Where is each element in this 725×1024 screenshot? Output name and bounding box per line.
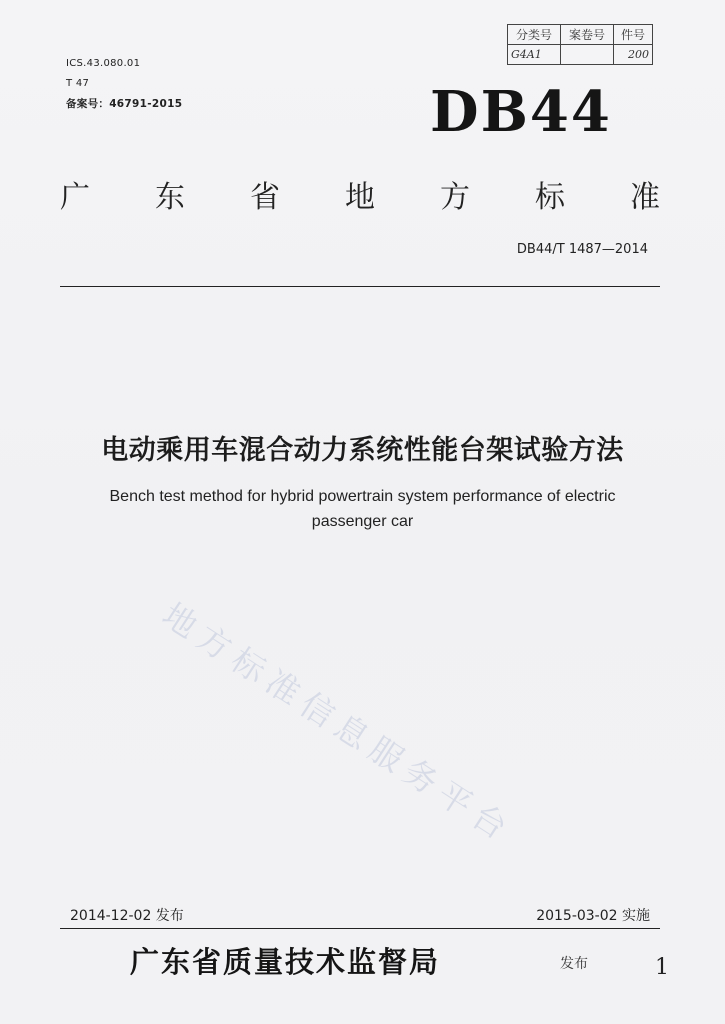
issue-label: 发布 <box>560 956 588 972</box>
archive-stamp <box>507 24 653 65</box>
standard-type-char: 标 <box>535 180 565 215</box>
title-chinese: 电动乘用车混合动力系统性能台架试验方法 <box>101 435 624 466</box>
title-english <box>60 484 665 534</box>
record-number: 备案号：46791-2015 <box>66 98 183 110</box>
title-english-line: passenger car <box>311 513 414 530</box>
stamp-header-item: 件号 <box>614 25 653 45</box>
page-number: 1 <box>655 955 669 980</box>
standard-type-char: 方 <box>440 180 470 215</box>
standard-type-char: 省 <box>250 180 280 215</box>
ics-code: ICS.43.080.01 <box>66 58 141 69</box>
class-code: T 47 <box>66 78 90 89</box>
watermark: 地方标准信息服务平台 <box>155 595 521 852</box>
standard-number: DB44/T 1487—2014 <box>516 242 648 257</box>
standard-type-char: 广 <box>60 180 90 215</box>
implement-date: 2015-03-02 实施 <box>536 908 650 924</box>
standard-code: DB44 <box>430 79 612 145</box>
issue-date: 2014-12-02 发布 <box>70 908 184 924</box>
standard-type-char: 准 <box>630 180 660 215</box>
header-divider <box>60 286 660 287</box>
standard-type <box>60 172 660 216</box>
footer-divider <box>60 928 660 929</box>
standard-type-char: 东 <box>155 180 185 215</box>
title-english-line: Bench test method for hybrid powertrain system performance of electric <box>109 488 616 505</box>
issuing-authority: 广东省质量技术监督局 <box>130 945 441 979</box>
stamp-header-file: 案卷号 <box>561 25 614 45</box>
standard-type-char: 地 <box>345 180 375 215</box>
stamp-value-file <box>561 45 614 65</box>
stamp-value-category: G4A1 <box>508 45 561 65</box>
stamp-header-category: 分类号 <box>508 25 561 45</box>
stamp-value-item: 200 <box>614 45 653 65</box>
